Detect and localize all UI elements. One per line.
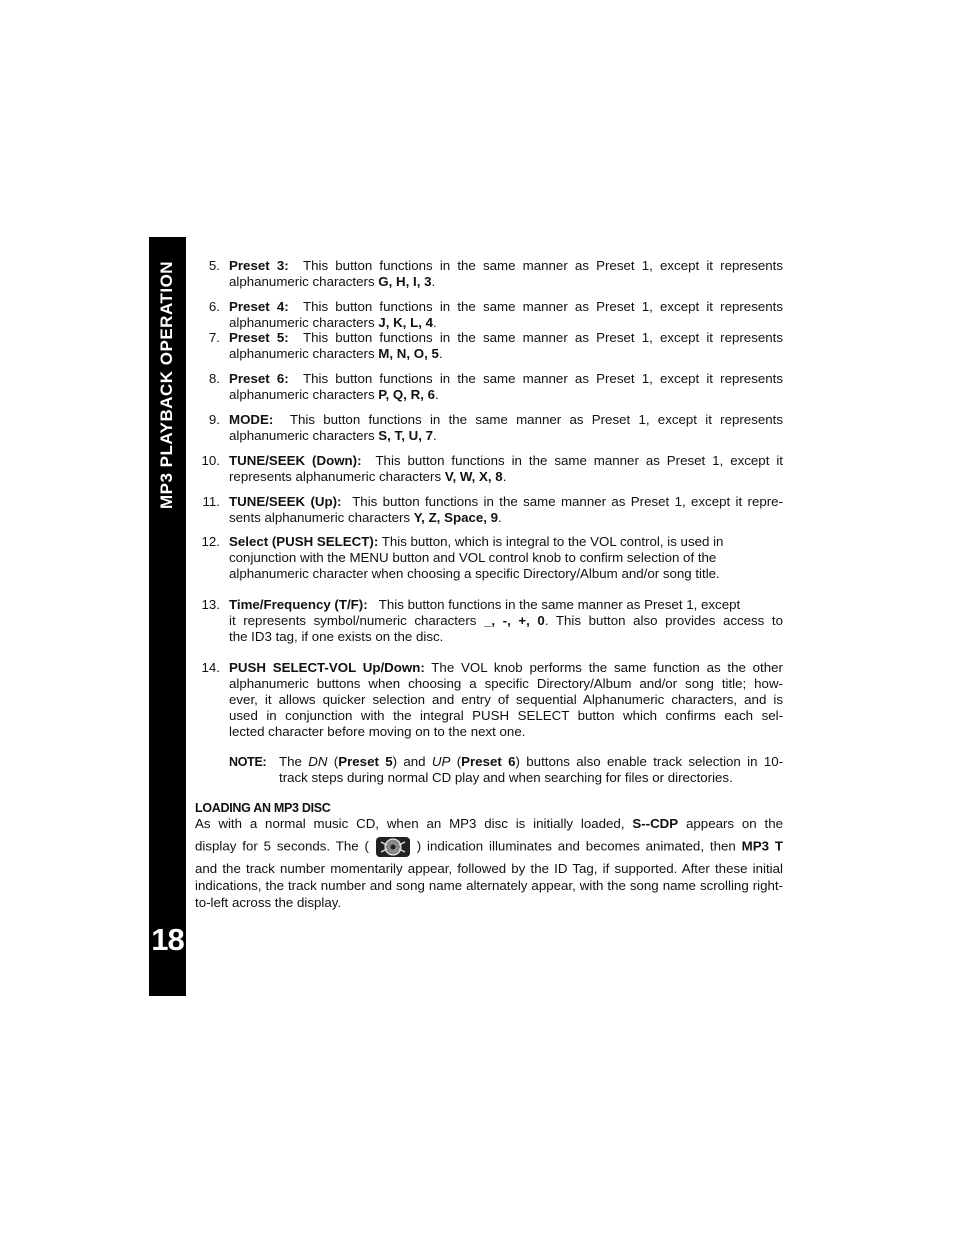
item-text: This button functions in the same manner as Preset 1, except it represents [303, 371, 783, 386]
item-text: alphanumeric buttons when choosing a specific Directory/Album and/or song title; how- [229, 676, 783, 691]
item-label: Preset 4: [229, 299, 289, 314]
item-text: This button functions in the same manner as Preset 1, except it represents [303, 258, 783, 273]
item-number: 5. [208, 258, 220, 273]
item-text: alphanumeric characters [229, 346, 379, 361]
item-text: . This button also provides access to [544, 613, 783, 628]
item-text: ever, it allows quicker selection and entry of sequential Alphanumeric characters, and is [229, 692, 783, 707]
preset5-label: Preset 5 [338, 754, 393, 769]
item-text: alphanumeric characters [229, 315, 379, 330]
item-text: . [431, 274, 436, 289]
item-label: Time/Frequency (T/F): [229, 597, 368, 612]
item-label: MODE: [229, 412, 274, 427]
item-text: alphanumeric characters [229, 387, 379, 402]
item-text: This button functions in the same manner as Preset 1, except it represents [289, 412, 783, 427]
item-text: . [434, 387, 439, 402]
item-label: TUNE/SEEK (Up): [229, 494, 342, 509]
item-text: used in conjunction with the integral PUSH SELECT button which confirms each sel- [229, 708, 783, 723]
item-number: 12. [201, 534, 220, 549]
para-text: and the track number momentarily appear, followed by the ID Tag, if supported. After these initial indications, the track number and song name alternately appear, with the song name scrolling right-to-left across the display. [195, 861, 783, 910]
item-text: sents alphanumeric characters [229, 510, 414, 525]
item-chars: V, W, X, 8 [444, 469, 503, 484]
page-number: 18 [151, 922, 184, 957]
item-text: This button, which is integral to the VOL control, is used in [381, 534, 724, 549]
preset-list [195, 258, 783, 526]
item-number: 14. [201, 660, 220, 675]
item-text: alphanumeric characters [229, 274, 379, 289]
section-heading: LOADING AN MP3 DISC [195, 801, 331, 815]
dn-label: DN [308, 754, 328, 769]
item-text: represents alphanumeric characters [229, 469, 445, 484]
list-item-7 [195, 330, 783, 362]
section-paragraph [195, 816, 783, 911]
list-item-6 [195, 299, 783, 331]
page-content [195, 258, 783, 911]
item-text: . [498, 510, 502, 525]
item-text: lected character before moving on to the next one. [229, 724, 526, 739]
list-item-8 [195, 371, 783, 403]
item-number: 6. [208, 299, 220, 314]
note-label: NOTE: [229, 755, 267, 769]
item-text: conjunction with the MENU button and VOL control knob to confirm selection of the [229, 550, 717, 565]
mp3t-label: MP3 T [741, 838, 783, 854]
item-label: Preset 5: [229, 330, 289, 345]
item-text: This button functions in the same manner as Preset 1, except it represents [303, 299, 783, 314]
item-text: . [432, 315, 437, 330]
item-text: it represents symbol/numeric characters [229, 613, 484, 628]
item-chars: S, T, U, 7 [378, 428, 433, 443]
note-text: ( [327, 754, 339, 769]
item-number: 8. [208, 371, 220, 386]
item-label: Select (PUSH SELECT): [229, 534, 379, 549]
item-text: This button functions in the same manner as Preset 1, except [378, 597, 741, 612]
note-text: ) and [392, 754, 432, 769]
list-item-12 [195, 534, 783, 582]
note-text: ) buttons also enable track selection in 10- [515, 754, 784, 769]
item-text: The VOL knob performs the same function as the other [431, 660, 783, 675]
item-label: Preset 6: [229, 371, 289, 386]
mp3-disc-icon [375, 836, 411, 858]
para-text: appears on the [678, 816, 783, 831]
item-chars: P, Q, R, 6 [378, 387, 435, 402]
item-text: alphanumeric characters [229, 428, 379, 443]
scdp-label: S--CDP [632, 816, 679, 831]
note-text: The [279, 754, 309, 769]
para-text: ) indication illuminates and becomes animated, then [410, 838, 742, 854]
item-label: TUNE/SEEK (Down): [229, 453, 362, 468]
list-item-11 [195, 494, 783, 526]
item-text: the ID3 tag, if one exists on the disc. [229, 629, 444, 644]
item-number: 13. [201, 597, 220, 612]
note-text: track steps during normal CD play and when searching for files or directories. [279, 770, 733, 785]
item-text: . [432, 428, 437, 443]
item-text: . [438, 346, 443, 361]
note-block [195, 754, 783, 786]
up-label: UP [431, 754, 451, 769]
list-item-13 [195, 597, 783, 645]
item-number: 7. [208, 330, 220, 345]
side-tab [149, 237, 186, 996]
item-text: . [502, 469, 507, 484]
item-chars: _, -, +, 0 [484, 613, 545, 628]
item-chars: M, N, O, 5 [378, 346, 439, 361]
item-text: This button functions in the same manner as Preset 1, except it repre- [352, 494, 784, 509]
item-chars: Y, Z, Space, 9 [413, 510, 499, 525]
item-text: alphanumeric character when choosing a specific Directory/Album and/or song title. [229, 566, 720, 581]
list-item-9 [195, 412, 783, 444]
list-item-14 [195, 660, 783, 740]
para-text: display for 5 seconds. The ( [195, 838, 375, 854]
item-chars: G, H, I, 3 [378, 274, 432, 289]
list-item-10 [195, 453, 783, 485]
para-text: As with a normal music CD, when an MP3 disc is initially loaded, [195, 816, 633, 831]
item-chars: J, K, L, 4 [378, 315, 433, 330]
item-label: Preset 3: [229, 258, 289, 273]
item-label: PUSH SELECT-VOL Up/Down: [229, 660, 425, 675]
list-item-5 [195, 258, 783, 290]
note-text: ( [450, 754, 462, 769]
chapter-title: MP3 PLAYBACK OPERATION [157, 260, 176, 509]
item-number: 10. [201, 453, 220, 468]
item-text: This button functions in the same manner as Preset 1, except it [375, 453, 783, 468]
item-text: This button functions in the same manner as Preset 1, except it represents [303, 330, 783, 345]
item-number: 9. [208, 412, 220, 427]
item-number: 11. [202, 494, 220, 509]
preset6-label: Preset 6 [461, 754, 516, 769]
